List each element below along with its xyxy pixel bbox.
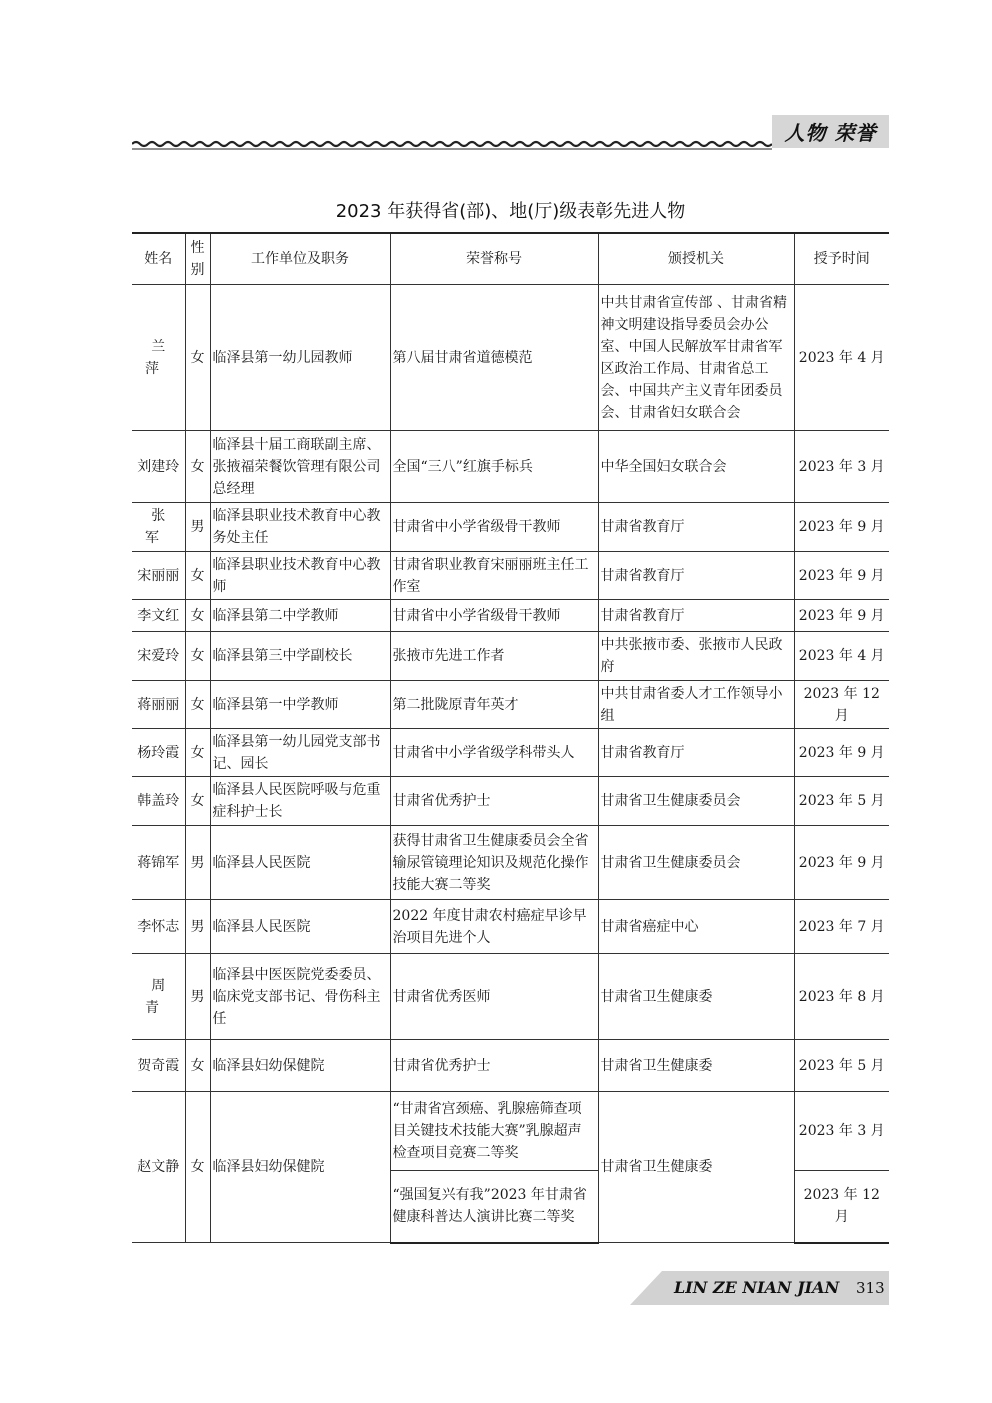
- cell-issuer: 甘肃省卫生健康委员会: [598, 777, 794, 826]
- page-title: 2023 年获得省(部)、地(厅)级表彰先进人物: [335, 201, 686, 222]
- cell-date: 2023 年 5 月: [794, 777, 889, 826]
- cell-unit: 临泽县第一幼儿园党支部书记、园长: [210, 729, 390, 777]
- cell-date: 2023 年 9 月: [794, 600, 889, 632]
- cell-name: 蒋锦军: [132, 826, 185, 900]
- table-row: [132, 681, 889, 729]
- cell-issuer: 甘肃省卫生健康委: [598, 954, 794, 1040]
- cell-honor: 甘肃省优秀护士: [390, 1040, 598, 1092]
- table-row: [132, 503, 889, 552]
- cell-name: 贺奇霞: [132, 1040, 185, 1092]
- cell-unit: 临泽县职业技术教育中心教师: [210, 552, 390, 600]
- table-header-row: [132, 233, 889, 285]
- cell-date: 2023 年 12 月: [794, 681, 889, 729]
- cell-honor: 获得甘肃省卫生健康委员会全省输尿管镜理论知识及规范化操作技能大赛二等奖: [390, 826, 598, 900]
- cell-name: 兰 萍: [132, 285, 185, 431]
- cell-name: 张 军: [132, 503, 185, 552]
- table-row: [132, 729, 889, 777]
- awards-table: [132, 232, 889, 1244]
- cell-name: 赵文静: [132, 1092, 185, 1243]
- cell-honor: 第二批陇原青年英才: [390, 681, 598, 729]
- cell-name: 刘建玲: [132, 431, 185, 503]
- header-date: 授予时间: [794, 233, 889, 285]
- cell-issuer: 甘肃省教育厅: [598, 503, 794, 552]
- cell-unit: 临泽县第二中学教师: [210, 600, 390, 632]
- cell-honor: “甘肃省宫颈癌、乳腺癌筛查项目关键技术技能大赛”乳腺超声检查项目竞赛二等奖: [390, 1092, 598, 1171]
- cell-date: 2023 年 9 月: [794, 503, 889, 552]
- header-wave-rule: [132, 138, 772, 152]
- table-row: [132, 431, 889, 503]
- cell-gender: 女: [185, 729, 210, 777]
- cell-honor: 甘肃省优秀护士: [390, 777, 598, 826]
- cell-honor: 甘肃省中小学省级骨干教师: [390, 600, 598, 632]
- cell-honor: 甘肃省优秀医师: [390, 954, 598, 1040]
- table-row: [132, 285, 889, 431]
- table-row: [132, 1092, 889, 1171]
- cell-gender: 女: [185, 1092, 210, 1243]
- cell-honor: 甘肃省中小学省级骨干教师: [390, 503, 598, 552]
- cell-gender: 女: [185, 777, 210, 826]
- cell-gender: 男: [185, 900, 210, 954]
- cell-honor: “强国复兴有我”2023 年甘肃省健康科普达人演讲比赛二等奖: [390, 1171, 598, 1243]
- cell-issuer: 甘肃省卫生健康委: [598, 1092, 794, 1243]
- cell-name: 杨玲霞: [132, 729, 185, 777]
- cell-issuer: 甘肃省癌症中心: [598, 900, 794, 954]
- cell-gender: 女: [185, 1040, 210, 1092]
- cell-honor: 甘肃省中小学省级学科带头人: [390, 729, 598, 777]
- cell-honor: 第八届甘肃省道德模范: [390, 285, 598, 431]
- cell-honor: 2022 年度甘肃农村癌症早诊早治项目先进个人: [390, 900, 598, 954]
- cell-name: 周 青: [132, 954, 185, 1040]
- cell-unit: 临泽县妇幼保健院: [210, 1092, 390, 1243]
- cell-unit: 临泽县中医医院党委委员、临床党支部书记、骨伤科主任: [210, 954, 390, 1040]
- table-row: [132, 777, 889, 826]
- cell-date: 2023 年 4 月: [794, 285, 889, 431]
- header-gender: 性别: [185, 233, 210, 285]
- cell-date: 2023 年 8 月: [794, 954, 889, 1040]
- table-row: [132, 632, 889, 681]
- cell-unit: 临泽县妇幼保健院: [210, 1040, 390, 1092]
- cell-gender: 女: [185, 431, 210, 503]
- cell-gender: 女: [185, 285, 210, 431]
- cell-date: 2023 年 4 月: [794, 632, 889, 681]
- cell-issuer: 中华全国妇女联合会: [598, 431, 794, 503]
- cell-date: 2023 年 9 月: [794, 729, 889, 777]
- cell-unit: 临泽县人民医院: [210, 900, 390, 954]
- cell-gender: 女: [185, 600, 210, 632]
- table-row: [132, 900, 889, 954]
- table-row: [132, 1040, 889, 1092]
- cell-unit: 临泽县第一幼儿园教师: [210, 285, 390, 431]
- cell-date: 2023 年 3 月: [794, 1092, 889, 1171]
- cell-issuer: 甘肃省教育厅: [598, 552, 794, 600]
- cell-date: 2023 年 5 月: [794, 1040, 889, 1092]
- cell-name: 韩盖玲: [132, 777, 185, 826]
- cell-issuer: 甘肃省教育厅: [598, 729, 794, 777]
- header-honor: 荣誉称号: [390, 233, 598, 285]
- cell-gender: 女: [185, 681, 210, 729]
- cell-name: 李怀志: [132, 900, 185, 954]
- cell-unit: 临泽县人民医院呼吸与危重症科护士长: [210, 777, 390, 826]
- cell-gender: 男: [185, 954, 210, 1040]
- cell-date: 2023 年 7 月: [794, 900, 889, 954]
- cell-honor: 全国“三八”红旗手标兵: [390, 431, 598, 503]
- cell-name: 宋丽丽: [132, 552, 185, 600]
- cell-gender: 女: [185, 552, 210, 600]
- cell-issuer: 甘肃省卫生健康委员会: [598, 826, 794, 900]
- journal-name: LIN ZE NIAN JIAN: [674, 1278, 840, 1297]
- cell-unit: 临泽县人民医院: [210, 826, 390, 900]
- cell-name: 蒋丽丽: [132, 681, 185, 729]
- cell-gender: 男: [185, 503, 210, 552]
- section-tag: 人物 荣誉: [772, 115, 889, 148]
- cell-issuer: 甘肃省卫生健康委: [598, 1040, 794, 1092]
- header-name: 姓名: [132, 233, 185, 285]
- table-row: [132, 552, 889, 600]
- cell-issuer: 中共甘肃省宣传部 、甘肃省精神文明建设指导委员会办公室、中国人民解放军甘肃省军区政治工作局、甘肃省总工会、中国共产主义青年团委员会、甘肃省妇女联合会: [598, 285, 794, 431]
- cell-issuer: 中共张掖市委、张掖市人民政府: [598, 632, 794, 681]
- cell-gender: 男: [185, 826, 210, 900]
- page-number: 313: [856, 1279, 885, 1297]
- cell-unit: 临泽县第一中学教师: [210, 681, 390, 729]
- table-row: [132, 954, 889, 1040]
- cell-name: 宋爱玲: [132, 632, 185, 681]
- table-row: [132, 600, 889, 632]
- cell-honor: 甘肃省职业教育宋丽丽班主任工作室: [390, 552, 598, 600]
- cell-unit: 临泽县第三中学副校长: [210, 632, 390, 681]
- cell-honor: 张掖市先进工作者: [390, 632, 598, 681]
- header-issuer: 颁授机关: [598, 233, 794, 285]
- cell-date: 2023 年 12 月: [794, 1171, 889, 1243]
- cell-date: 2023 年 9 月: [794, 826, 889, 900]
- cell-name: 李文红: [132, 600, 185, 632]
- cell-date: 2023 年 3 月: [794, 431, 889, 503]
- cell-date: 2023 年 9 月: [794, 552, 889, 600]
- cell-gender: 女: [185, 632, 210, 681]
- cell-unit: 临泽县十届工商联副主席、张掖福荣餐饮管理有限公司总经理: [210, 431, 390, 503]
- header-unit: 工作单位及职务: [210, 233, 390, 285]
- cell-issuer: 中共甘肃省委人才工作领导小组: [598, 681, 794, 729]
- table-row: [132, 826, 889, 900]
- cell-issuer: 甘肃省教育厅: [598, 600, 794, 632]
- cell-unit: 临泽县职业技术教育中心教务处主任: [210, 503, 390, 552]
